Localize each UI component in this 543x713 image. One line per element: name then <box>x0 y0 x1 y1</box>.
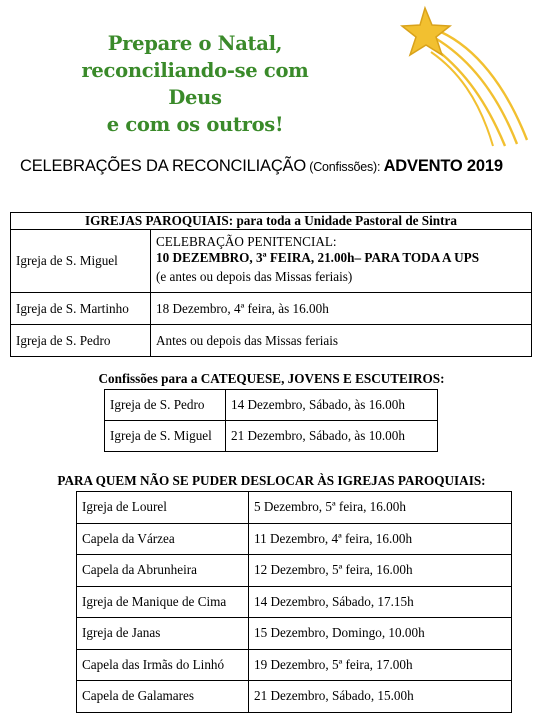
church-name: Igreja de S. Martinho <box>11 293 151 325</box>
table-row <box>77 523 512 555</box>
others-table <box>76 491 512 713</box>
church-name: Igreja de S. Miguel <box>11 230 151 293</box>
church-name: Igreja de S. Pedro <box>11 325 151 357</box>
table-row <box>77 618 512 650</box>
page-title <box>20 157 503 176</box>
schedule-cell: 19 Dezembro, 5ª feira, 17.00h <box>249 649 512 681</box>
place-name: Capela das Irmãs do Linhó <box>77 649 249 681</box>
church-name: Igreja de S. Pedro <box>105 390 226 421</box>
schedule-cell: 15 Dezembro, Domingo, 10.00h <box>249 618 512 650</box>
headline-line-2: reconciliando-se com Deus <box>81 59 309 109</box>
table-row <box>11 230 532 293</box>
schedule-cell: 5 Dezembro, 5ª feira, 16.00h <box>249 492 512 524</box>
parish-table <box>10 212 532 357</box>
table-row <box>11 325 532 357</box>
schedule-cell: Antes ou depois das Missas feriais <box>151 325 532 357</box>
headline-line-1: Prepare o Natal, <box>107 32 283 55</box>
table-row <box>77 649 512 681</box>
title-advent: ADVENTO 2019 <box>383 157 503 175</box>
schedule-cell <box>151 230 532 293</box>
penitential-note: (e antes ou depois das Missas feriais) <box>156 269 353 284</box>
place-name: Capela da Várzea <box>77 523 249 555</box>
place-name: Capela da Abrunheira <box>77 555 249 587</box>
schedule-cell: 14 Dezembro, Sábado, às 16.00h <box>226 390 438 421</box>
table-row <box>77 492 512 524</box>
title-parenthetical: (Confissões): <box>305 160 384 174</box>
catechesis-heading: Confissões para a CATEQUESE, JOVENS E ESCUTEIROS: <box>98 371 445 386</box>
parish-table-header: IGREJAS PAROQUIAIS: para toda a Unidade Pastoral de Sintra <box>11 213 532 230</box>
schedule-cell: 21 Dezembro, Sábado, às 10.00h <box>226 421 438 452</box>
catechesis-table <box>104 389 438 452</box>
shooting-star-icon <box>395 4 541 150</box>
table-row <box>77 586 512 618</box>
penitential-date: 10 DEZEMBRO, 3ª FEIRA, 21.00h– PARA TODA A UPS <box>156 250 480 265</box>
place-name: Igreja de Janas <box>77 618 249 650</box>
schedule-cell: 18 Dezembro, 4ª feira, às 16.00h <box>151 293 532 325</box>
penitential-label: CELEBRAÇÃO PENITENCIAL: <box>156 234 337 249</box>
table-row <box>77 681 512 713</box>
headline-line-3: e com os outros! <box>106 113 284 136</box>
parish-table-header-row <box>11 213 532 230</box>
schedule-cell: 21 Dezembro, Sábado, 15.00h <box>249 681 512 713</box>
others-heading: PARA QUEM NÃO SE PUDER DESLOCAR ÀS IGREJAS PAROQUIAIS: <box>57 473 486 488</box>
table-row <box>105 421 438 452</box>
place-name: Capela de Galamares <box>77 681 249 713</box>
schedule-cell: 11 Dezembro, 4ª feira, 16.00h <box>249 523 512 555</box>
church-name: Igreja de S. Miguel <box>105 421 226 452</box>
schedule-cell: 12 Dezembro, 5ª feira, 16.00h <box>249 555 512 587</box>
table-row <box>11 293 532 325</box>
headline <box>60 30 330 138</box>
table-row <box>105 390 438 421</box>
title-main: CELEBRAÇÕES DA RECONCILIAÇÃO <box>20 157 306 175</box>
table-row <box>77 555 512 587</box>
schedule-cell: 14 Dezembro, Sábado, 17.15h <box>249 586 512 618</box>
place-name: Igreja de Manique de Cima <box>77 586 249 618</box>
place-name: Igreja de Lourel <box>77 492 249 524</box>
